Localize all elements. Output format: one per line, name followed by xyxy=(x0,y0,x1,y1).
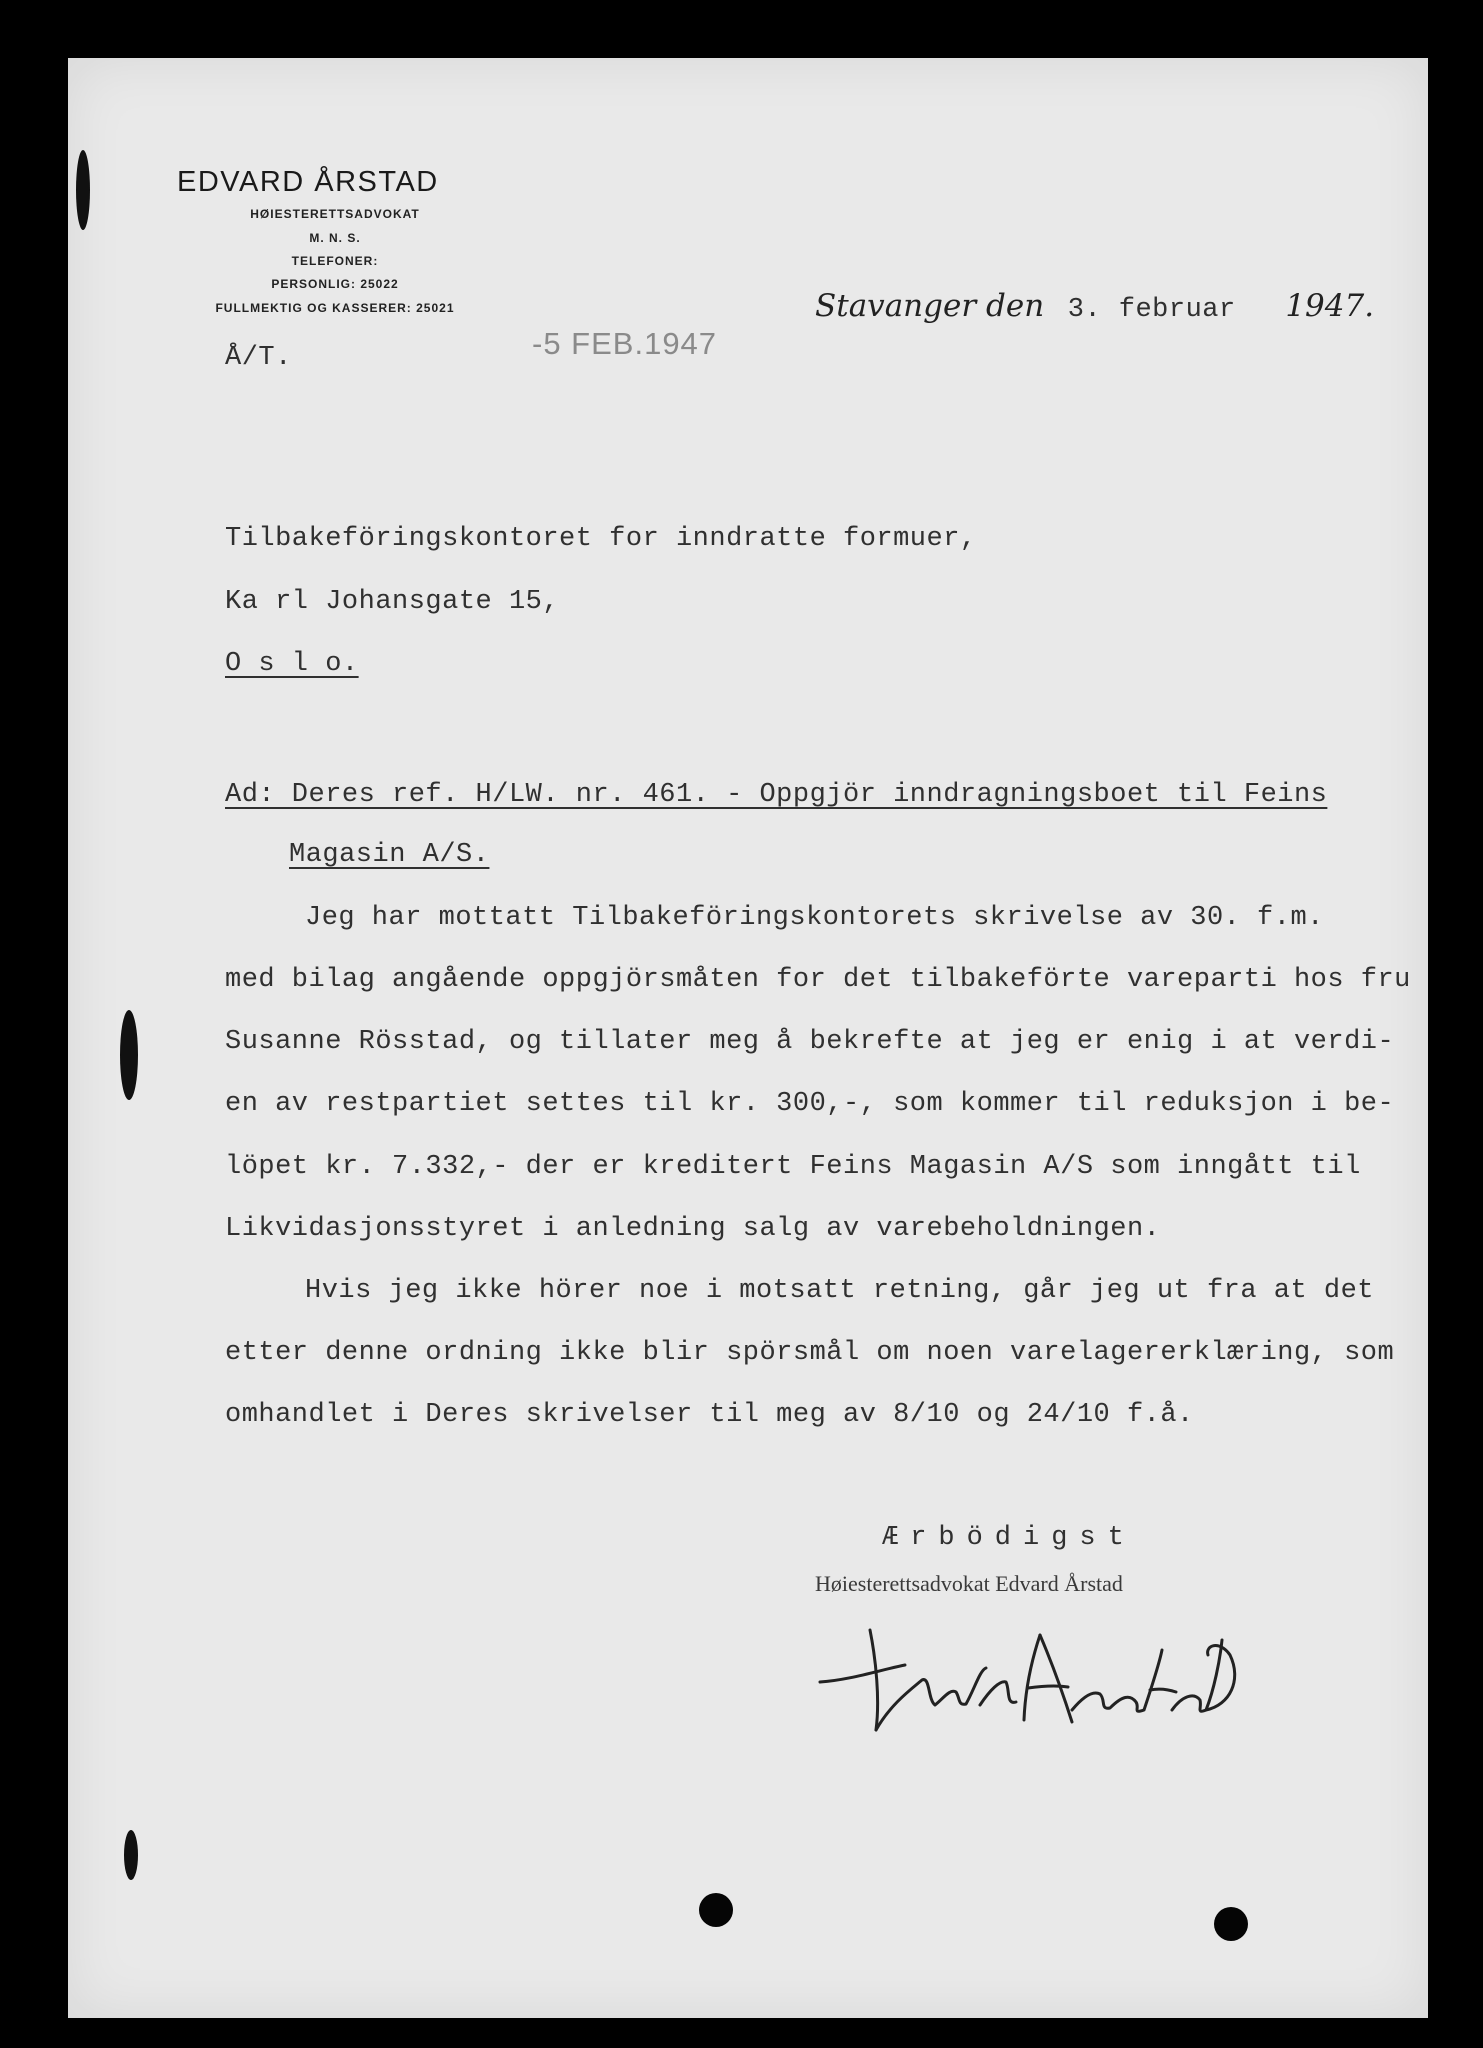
letterhead-phone-office: FULLMEKTIG OG KASSERER: 25021 xyxy=(215,301,455,315)
received-date-stamp: -5 FEB.1947 xyxy=(532,326,718,361)
body-line-8: etter denne ordning ikke blir spörsmål om noen varelagererklæring, som xyxy=(225,1338,1395,1368)
punch-hole-right xyxy=(1214,1907,1248,1941)
letterhead-phone-label: TELEFONER: xyxy=(291,254,379,268)
left-margin-smudge-middle xyxy=(120,1010,138,1100)
closing-salutation: Ærbödigst xyxy=(882,1523,1136,1553)
body-line-9: omhandlet i Deres skrivelser til meg av 8/10 og 24/10 f.å. xyxy=(225,1400,1194,1430)
date-year: 1947. xyxy=(1285,288,1375,324)
letterhead-phone-personal: PERSONLIG: 25022 xyxy=(271,277,399,291)
body-line-3: Susanne Rösstad, og tillater meg å bekrefte at jeg er enig i at verdi- xyxy=(225,1027,1395,1057)
body-line-5: löpet kr. 7.332,- der er kreditert Feins Magasin A/S som inngått til xyxy=(225,1152,1361,1182)
left-margin-smudge-top xyxy=(76,150,90,230)
recipient-city: O s l o. xyxy=(225,649,359,679)
body-line-6: Likvidasjonsstyret i anledning salg av varebeholdningen. xyxy=(225,1214,1161,1244)
body-line-7: Hvis jeg ikke hörer noe i motsatt retning, går jeg ut fra at det xyxy=(305,1276,1374,1306)
date-line xyxy=(815,288,1374,325)
handwritten-signature xyxy=(810,1610,1250,1750)
letterhead-title: HØIESTERETTSADVOKAT xyxy=(250,207,420,221)
body-line-1: Jeg har mottatt Tilbakeföringskontorets skrivelse av 30. f.m. xyxy=(305,903,1324,933)
date-month: februar xyxy=(1118,295,1236,325)
date-place: Stavanger den xyxy=(815,288,1045,324)
subject-line-2: Magasin A/S. xyxy=(289,840,490,870)
reference-initials: Å/T. xyxy=(225,343,292,373)
subject-line-1: Ad: Deres ref. H/LW. nr. 461. - Oppgjör inndragningsboet til Feins xyxy=(225,780,1328,810)
body-line-2: med bilag angående oppgjörsmåten for det tilbakeförte vareparti hos fru xyxy=(225,965,1411,995)
closing-title: Høiesterettsadvokat Edvard Årstad xyxy=(815,1571,1123,1596)
left-margin-smudge-bottom xyxy=(124,1830,138,1880)
recipient-name: Tilbakeföringskontoret for inndratte formuer, xyxy=(225,524,977,554)
recipient-street: Ka rl Johansgate 15, xyxy=(225,587,560,617)
letterhead-name: EDVARD ÅRSTAD xyxy=(177,166,439,198)
punch-hole-left xyxy=(699,1893,733,1927)
letterhead-membership: M. N. S. xyxy=(309,231,361,245)
date-day: 3. xyxy=(1067,295,1102,325)
body-line-4: en av restpartiet settes til kr. 300,-, som kommer til reduksjon i be- xyxy=(225,1089,1395,1119)
